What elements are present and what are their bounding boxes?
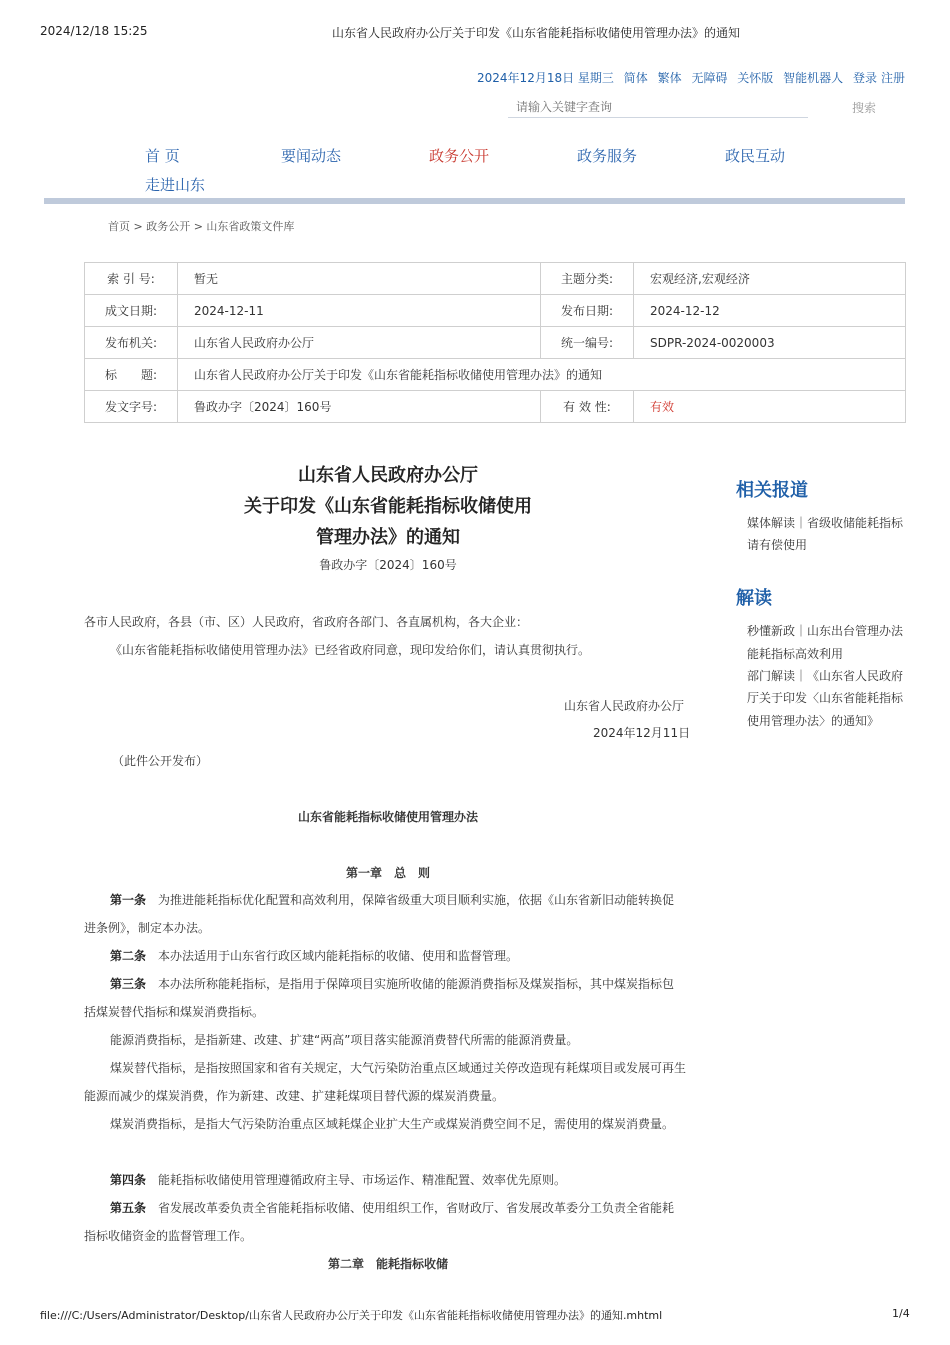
interp-link-2-end[interactable]: 使用管理办法〉的通知》 <box>747 714 880 728</box>
interp-link-1-cont[interactable]: 能耗指标高效利用 <box>747 647 844 661</box>
article-5 <box>84 1194 686 1250</box>
unified-code-value: SDPR-2024-0020003 <box>634 327 906 359</box>
public-note: （此件公开发布） <box>112 754 209 768</box>
issuer-value: 山东省人民政府办公厅 <box>178 327 541 359</box>
article-5-label: 第五条 <box>110 1201 147 1215</box>
related-link-1[interactable]: 媒体解读｜省级收储能耗指标 <box>747 516 904 530</box>
interpretation-heading: 解读 <box>736 588 772 609</box>
para-energy-indicator: 能源消费指标，是指新建、改建、扩建“两高”项目落实能源消费替代所需的能源消费量。 <box>110 1033 579 1047</box>
link-elder-mode[interactable]: 关怀版 <box>737 71 774 85</box>
nav-divider-bar <box>44 198 905 204</box>
search-button[interactable]: 搜索 <box>852 101 877 115</box>
measures-title: 山东省能耗指标收储使用管理办法 <box>297 810 478 824</box>
related-reports-heading: 相关报道 <box>736 480 808 501</box>
interp-link-1[interactable]: 秒懂新政｜山东出台管理办法 <box>747 624 904 638</box>
notice-body: 《山东省能耗指标收储使用管理办法》已经省政府同意，现印发给你们，请认真贯彻执行。 <box>110 643 591 657</box>
index-value: 暂无 <box>178 263 541 295</box>
doc-title-line1: 山东省人民政府办公厅 <box>298 465 478 486</box>
current-date: 2024年12月18日 星期三 <box>477 71 614 85</box>
para-coal-consumption: 煤炭消费指标，是指大气污染防治重点区域耗煤企业扩大生产或煤炭消费空间不足，需使用的煤炭消费量。 <box>110 1117 675 1131</box>
chapter-1-heading: 第一章 总 则 <box>345 866 430 880</box>
article-2 <box>84 942 686 970</box>
issuer-label: 发布机关: <box>85 327 178 359</box>
publish-date-value: 2024-12-12 <box>634 295 906 327</box>
unified-code-label: 统一编号: <box>541 327 634 359</box>
written-date-label: 成文日期: <box>85 295 178 327</box>
topic-label: 主题分类: <box>541 263 634 295</box>
nav-news[interactable]: 要闻动态 <box>281 147 342 165</box>
doc-number: 鲁政办字〔2024〕160号 <box>319 558 457 572</box>
search-input[interactable] <box>508 96 808 118</box>
index-label: 索 引 号: <box>85 263 178 295</box>
link-smart-robot[interactable]: 智能机器人 <box>783 71 844 85</box>
print-title: 山东省人民政府办公厅关于印发《山东省能耗指标收储使用管理办法》的通知 <box>332 26 741 40</box>
title-label: 标 题: <box>85 359 178 391</box>
chapter-2-heading: 第二章 能耗指标收储 <box>327 1257 448 1271</box>
article-2-text: 本办法适用于山东省行政区域内能耗指标的收储、使用和监督管理。 <box>158 949 519 963</box>
article-1 <box>84 886 686 942</box>
article-4-text: 能耗指标收储使用管理遵循政府主导、市场运作、精准配置、效率优先原则。 <box>158 1173 567 1187</box>
nav-home[interactable]: 首 页 <box>145 147 180 165</box>
link-accessibility[interactable]: 无障碍 <box>691 71 728 85</box>
top-utility-bar <box>477 69 905 86</box>
article-4 <box>84 1166 686 1194</box>
document-metadata-table <box>84 262 906 423</box>
article-3-text: 本办法所称能耗指标，是指用于保障项目实施所收储的能源消费指标及煤炭指标，其中煤炭指标包括煤炭替代指标和煤炭消费指标。 <box>84 977 675 1019</box>
breadcrumb[interactable]: 首页 > 政务公开 > 山东省政策文件库 <box>108 220 295 233</box>
interp-link-2-cont[interactable]: 厅关于印发〈山东省能耗指标 <box>747 691 904 705</box>
doc-title-line3: 管理办法》的通知 <box>316 527 460 548</box>
doc-number-label: 发文字号: <box>85 391 178 423</box>
sign-date: 2024年12月11日 <box>593 726 691 740</box>
nav-about-shandong[interactable]: 走进山东 <box>145 176 206 194</box>
link-register[interactable]: 注册 <box>880 71 905 85</box>
link-login[interactable]: 登录 <box>852 71 877 85</box>
title-value: 山东省人民政府办公厅关于印发《山东省能耗指标收储使用管理办法》的通知 <box>178 359 906 391</box>
article-4-label: 第四条 <box>110 1173 147 1187</box>
validity-label: 有 效 性: <box>541 391 634 423</box>
article-2-label: 第二条 <box>110 949 147 963</box>
related-link-1-cont[interactable]: 请有偿使用 <box>747 538 808 552</box>
article-3-label: 第三条 <box>110 977 147 991</box>
validity-value: 有效 <box>634 391 906 423</box>
article-1-label: 第一条 <box>110 893 147 907</box>
publish-date-label: 发布日期: <box>541 295 634 327</box>
doc-title-line2: 关于印发《山东省能耗指标收储使用 <box>244 496 532 517</box>
link-simplified[interactable]: 简体 <box>623 71 648 85</box>
nav-gov-affairs[interactable]: 政务公开 <box>429 147 490 165</box>
recipients: 各市人民政府，各县（市、区）人民政府，省政府各部门、各直属机构，各大企业： <box>84 615 529 629</box>
doc-number-value: 鲁政办字〔2024〕160号 <box>178 391 541 423</box>
nav-interaction[interactable]: 政民互动 <box>725 147 786 165</box>
signer: 山东省人民政府办公厅 <box>564 699 685 713</box>
print-footer-path: file:///C:/Users/Administrator/Desktop/山东省人民政府办公厅关于印发《山东省能耗指标收储使用管理办法》的通知.mhtml <box>40 1309 663 1322</box>
print-page-number: 1/4 <box>892 1307 910 1320</box>
interp-link-2[interactable]: 部门解读｜《山东省人民政府 <box>747 669 904 683</box>
para-coal-substitution: 煤炭替代指标，是指按照国家和省有关规定，大气污染防治重点区域通过关停改造现有耗煤项目或发展可再生能源而减少的煤炭消费，作为新建、改建、扩建耗煤项目替代源的煤炭消费量。 <box>84 1061 687 1103</box>
article-3 <box>84 970 686 1026</box>
link-traditional[interactable]: 繁体 <box>657 71 682 85</box>
print-datetime: 2024/12/18 15:25 <box>40 24 148 38</box>
article-5-text: 省发展改革委负责全省能耗指标收储、使用组织工作，省财政厅、省发展改革委分工负责全省能耗指标收储资金的监督管理工作。 <box>84 1201 675 1243</box>
nav-gov-services[interactable]: 政务服务 <box>577 147 638 165</box>
written-date-value: 2024-12-11 <box>178 295 541 327</box>
article-1-text: 为推进能耗指标优化配置和高效利用，保障省级重大项目顺利实施，依据《山东省新旧动能转换促进条例》，制定本办法。 <box>84 893 675 935</box>
topic-value: 宏观经济,宏观经济 <box>634 263 906 295</box>
